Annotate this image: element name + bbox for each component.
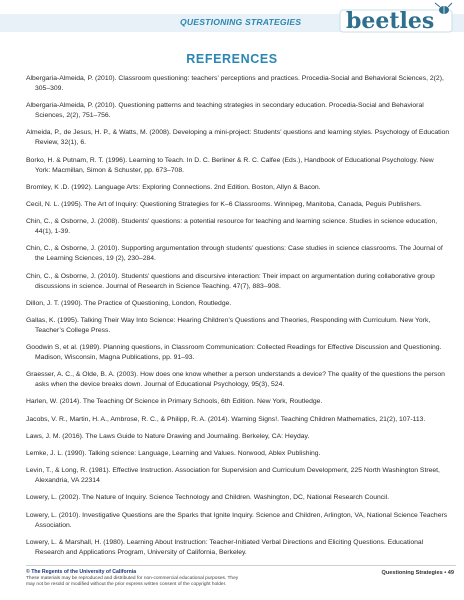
reference-item: Chin, C., & Osborne, J. (2010). Students’ questions and discursive interaction: Their impact on argumentation during collaborative group discussions in science. Journal of Research in Science Teaching. 47(7), 883–908.	[26, 272, 435, 290]
reference-item: Lowery, L. (2002). The Nature of Inquiry. Science Technology and Children. Washington, DC, National Research Council.	[26, 494, 390, 502]
reference-item: Cecil, N. L. (1995). The Art of Inquiry: Questioning Strategies for K–6 Classrooms. Winnipeg, Manitoba, Canada, Peguis Publishers.	[26, 200, 422, 208]
reference-item: Levin, T., & Long, R. (1981). Effective Instruction. Association for Supervision and Curriculum Development, 225 North Washington Street, Alexandria, VA 22314	[26, 467, 440, 485]
page-heading: REFERENCES	[186, 52, 278, 66]
footer-notice-line: may not be resold or modified without the prior express written consent of the copyright holder.	[26, 582, 227, 588]
reference-item: Dillon, J. T. (1990). The Practice of Questioning, London, Routledge.	[26, 299, 232, 307]
reference-item: Laws, J. M. (2016). The Laws Guide to Nature Drawing and Journaling. Berkeley, CA: Heyday.	[26, 432, 310, 440]
beetles-logo	[330, 2, 460, 36]
reference-item: Albergaria-Almeida, P. (2010). Questioning patterns and teaching strategies in secondary education. Procedia-Social and Behavioral Sciences, 2(2), 751–756.	[26, 102, 424, 120]
reference-item: Jacobs, V. R., Martin, H. A., Ambrose, R. C., & Philipp, R. A. (2014). Warning Signs!. Teaching Children Mathematics, 21(2), 107-113.	[26, 415, 426, 423]
reference-item: Lowery, L. (2010). Investigative Questions are the Sparks that Ignite Inquiry. Science and Children, Arlington, VA, National Science Teachers Association.	[26, 511, 448, 529]
footer-copyright: © The Regents of the University of California	[26, 569, 137, 575]
reference-item: Goodwin S, et al. (1989). Planning questions, in Classroom Communication: Collected Readings for Effective Discussion and Questioning. Madison, Wisconsin, Magna Publications, pp. 91–93.	[26, 344, 442, 362]
reference-item: Lowery, L. & Marshall, H. (1980). Learning About Instruction: Teacher-Initiated Verbal Directions and Eliciting Questions. Educational Research and Applications Program, University of California, Berkeley.	[26, 538, 424, 556]
reference-item: Almeida, P., de Jesus, H. P., & Watts, M. (2008). Developing a mini-project: Students’ questions and learning styles. Psychology of Education Review, 32(1), 6.	[26, 129, 450, 147]
reference-item: Chin, C., & Osborne, J. (2010). Supporting argumentation through students’ questions: Case studies in science classrooms. The Journal of the Learning Sciences, 19 (2), 230–284.	[26, 245, 443, 263]
footer-notice	[26, 576, 356, 588]
page-number: Questioning Strategies • 49	[381, 570, 454, 576]
section-title: QUESTIONING STRATEGIES	[180, 17, 302, 27]
reference-list	[26, 74, 450, 565]
page-header	[0, 0, 464, 36]
reference-item: Lemke, J. L. (1990). Talking science: Language, Learning and Values. Norwood, Ablex Publishing.	[26, 450, 321, 457]
reference-item: Borko, H. & Putnam, R. T. (1996). Learning to Teach. In D. C. Berliner & R. C. Calfee (Eds.), Handbook of Educational Psychology. New York: Macmillan, Simon & Schuster, pp. 673–708.	[26, 156, 434, 174]
footer-divider	[26, 565, 456, 566]
reference-item: Graesser, A. C., & Olde, B. A. (2003). How does one know whether a person understands a device? The quality of the questions the person asks when the device breaks down. Journal of Educational Psychology, 95(3), 524.	[26, 371, 445, 389]
reference-item: Gallas, K. (1995). Talking Their Way Into Science: Hearing Children’s Questions and Theories, Responding with Curriculum. New York, Teacher’s College Press.	[26, 316, 431, 334]
reference-item: Harlen, W. (2014). The Teaching Of Science in Primary Schools, 6th Edition. New York, Routledge.	[26, 398, 323, 406]
page-footer	[26, 565, 456, 597]
footer-notice-line: These materials may be reproduced and distributed for non-commercial educational purposes. They	[26, 576, 239, 581]
logo-text: beetles	[346, 8, 435, 34]
reference-item: Bromley, K .D. (1992). Language Arts: Exploring Connections. 2nd Edition. Boston, Allyn & Bacon.	[26, 183, 321, 191]
reference-item: Albergaria-Almeida, P. (2010). Classroom questioning: teachers’ perceptions and practices. Procedia-Social and Behavioral Sciences, 2(2), 305–309.	[26, 75, 444, 92]
reference-item: Chin, C., & Osborne, J. (2008). Students’ questions: a potential resource for teaching and learning science. Studies in science education, 44(1), 1-39.	[26, 218, 438, 236]
